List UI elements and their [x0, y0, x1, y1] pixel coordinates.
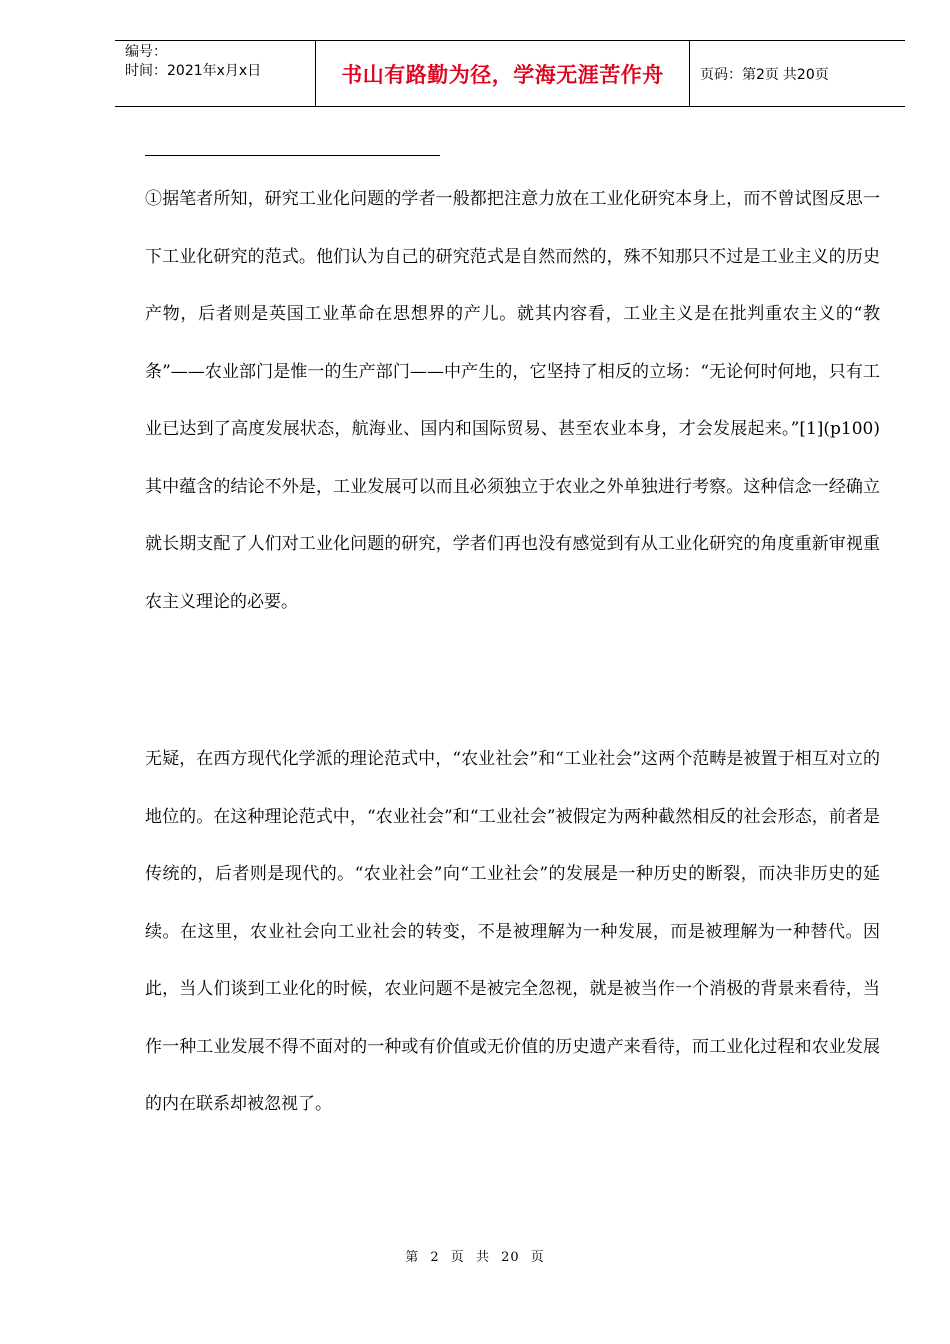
document-time-label: 时间：2021年x月x日 [125, 63, 262, 79]
document-number-label: 编号： [125, 44, 167, 60]
footer-prefix: 第 [405, 1250, 420, 1265]
footer-page-word: 页 [450, 1250, 465, 1265]
page-footer [0, 1246, 950, 1265]
header-motto-cell [316, 41, 690, 106]
footer-page-number: 2 [430, 1250, 440, 1265]
footnote-divider [145, 155, 440, 156]
footer-total-pages: 20 [501, 1250, 520, 1265]
header-meta [115, 41, 316, 106]
page-header [115, 40, 905, 107]
body-paragraph-1: ①据笔者所知，研究工业化问题的学者一般都把注意力放在工业化研究本身上，而不曾试图反思一下工业化研究的范式。他们认为自己的研究范式是自然而然的，殊不知那只不过是工业主义的历史产物，后者则是英国工业革命在思想界的产儿。就其内容看，工业主义是在批判重农主义的“教条”——农业部门是惟一的生产部门——中产生的，它坚持了相反的立场：“无论何时何地，只有工业已达到了高度发展状态，航海业、国内和国际贸易、甚至农业本身，才会发展起来。”[1](p100)其中蕴含的结论不外是，工业发展可以而且必须独立于农业之外单独进行考察。这种信念一经确立就长期支配了人们对工业化问题的研究，学者们再也没有感觉到有从工业化研究的角度重新审视重农主义理论的必要。 [145, 189, 880, 612]
header-page-label: 页码：第2页 [700, 66, 779, 83]
body-paragraph-2: 无疑，在西方现代化学派的理论范式中，“农业社会”和“工业社会”这两个范畴是被置于相互对立的地位的。在这种理论范式中，“农业社会”和“工业社会”被假定为两种截然相反的社会形态，前者是传统的，后者则是现代的。“农业社会”向“工业社会”的发展是一种历史的断裂，而决非历史的延续。在这里，农业社会向工业社会的转变，不是被理解为一种发展，而是被理解为一种替代。因此，当人们谈到工业化的时候，农业问题不是被完全忽视，就是被当作一个消极的背景来看待，当作一种工业发展不得不面对的一种或有价值或无价值的历史遗产来看待，而工业化过程和农业发展的内在联系却被忽视了。 [145, 749, 880, 1114]
header-total-label: 共20页 [782, 66, 829, 83]
footer-total-word: 共 [475, 1250, 490, 1265]
footer-suffix: 页 [530, 1250, 545, 1265]
header-motto: 书山有路勤为径，学海无涯苦作舟 [341, 62, 664, 87]
header-page-info [690, 41, 905, 106]
